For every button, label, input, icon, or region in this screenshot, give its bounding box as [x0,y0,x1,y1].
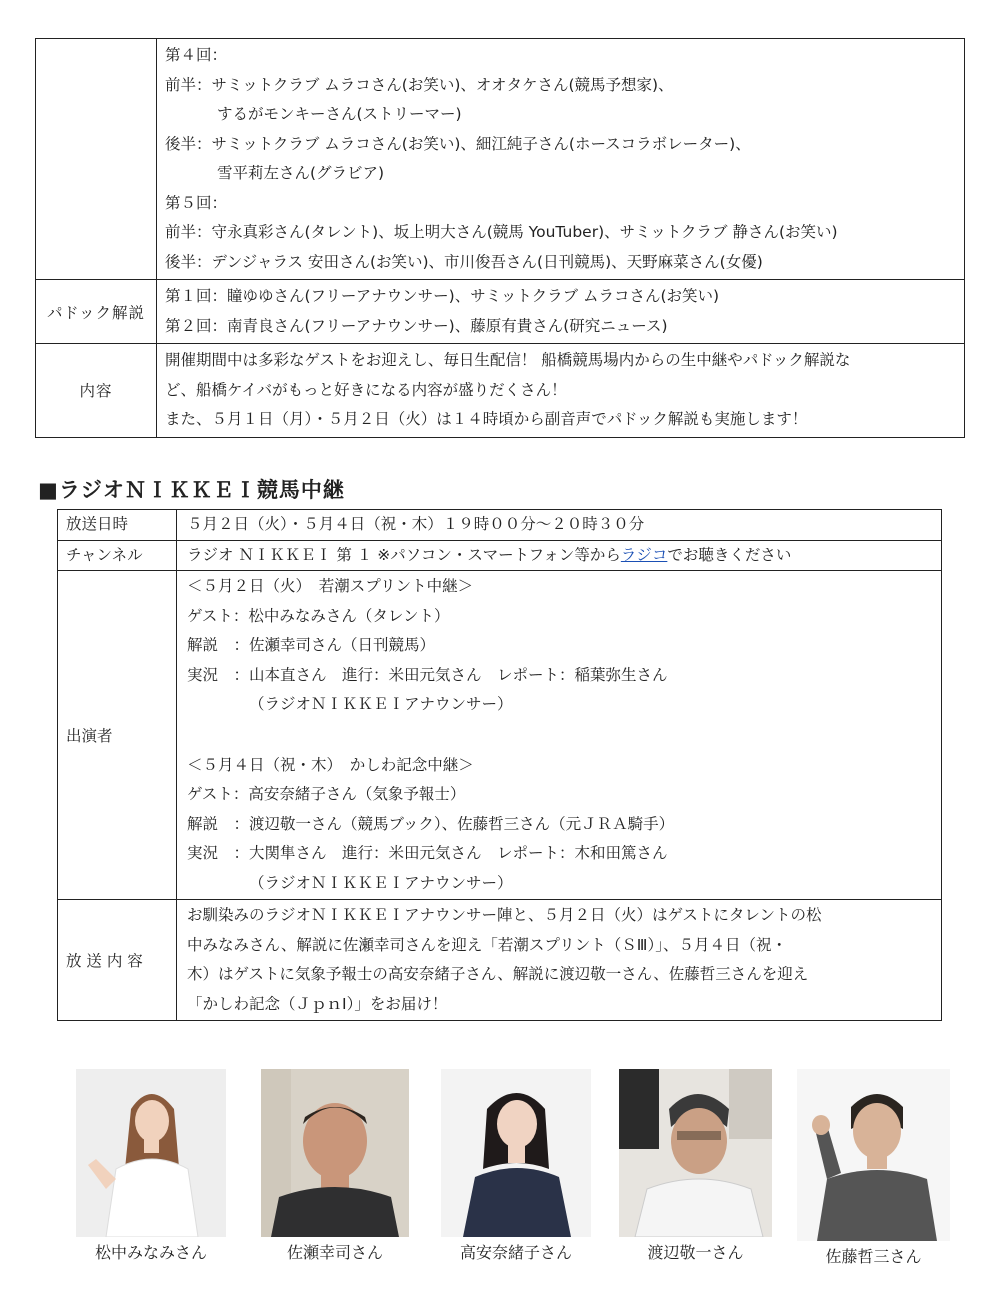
broadcast-line: 木）はゲストに気象予報士の高安奈緒子さん、解説に渡辺敬一さん、佐藤哲三さんを迎え [187,965,809,983]
portrait-image [441,1069,591,1237]
content-cell [157,344,965,438]
caption-takayasu: 高安奈緒子さん [459,1243,572,1262]
cast-block2-note: （ラジオＮＩＫＫＥＩアナウンサー） [249,873,513,892]
guest-line: 第４回： [165,46,228,64]
paddock-line: 第１回：瞳ゆゆさん(フリーアナウンサー)、サミットクラブ ムラコさん(お笑い) [165,287,720,305]
guest-cell [157,39,965,280]
broadcast-label: 放 送 内 容 [58,900,177,1021]
broadcast-cell [177,900,942,1021]
content-line: 開催期間中は多彩なゲストをお迎えし、毎日生配信！ 船橋競馬場内からの生中継やパドック解説な [165,351,851,369]
airdate-value: ５月２日（火）・５月４日（祝・木）１９時００分～２０時３０分 [187,515,645,533]
airdate-cell [177,510,942,541]
cast-block2-guest: ゲスト：高安奈緒子さん（気象予報士） [187,785,466,803]
caption-watanabe: 渡辺敬一さん [647,1243,744,1262]
photo-sato [797,1069,950,1241]
radio-broadcast-table [57,509,942,1021]
cast-block2-title: ＜５月４日（祝・木） かしわ記念中継＞ [187,755,474,774]
broadcast-line: 中みなみさん、解説に佐瀬幸司さんを迎え「若潮スプリント（ＳⅢ）」、５月４日（祝・ [187,935,787,954]
guest-line: するがモンキーさん(ストリーマー) [217,105,462,123]
cast-spacer [187,720,941,751]
cast-row [58,571,942,900]
airdate-row [58,510,942,541]
paddock-row [36,280,965,344]
content-line: また、５月１日（月）・５月２日（火）は１４時頃から副音声でパドック解説も実施します！ [165,410,808,428]
guest-line: 雪平莉左さん(グラビア) [217,164,385,182]
portrait-image [619,1069,772,1237]
cast-cell [177,571,942,900]
channel-row [58,540,942,571]
guest-label-cell [36,39,157,280]
guest-line: 後半：サミットクラブ ムラコさん(お笑い)、細江純子さん(ホースコラボレーター)、 [165,134,751,153]
cast-block2-commentary: 解説 ：渡辺敬一さん（競馬ブック）、佐藤哲三さん（元ＪＲＡ騎手） [187,814,675,833]
cast-block1-note: （ラジオＮＩＫＫＥＩアナウンサー） [249,695,513,713]
channel-label: チャンネル [58,540,177,571]
portrait-image [76,1069,226,1237]
broadcast-row [58,900,942,1021]
cast-block1-commentary: 解説 ：佐瀬幸司さん（日刊競馬） [187,636,436,654]
broadcast-line: お馴染みのラジオＮＩＫＫＥＩアナウンサー陣と、５月２日（火）はゲストにタレントの松 [187,906,822,924]
paddock-line: 第２回：南青良さん(フリーアナウンサー)、藤原有貴さん(研究ニュース) [165,316,668,335]
event-schedule-table [35,38,965,438]
channel-text-before: ラジオ ＮＩＫＫＥＩ 第 １ ※パソコン・スマートフォン等から [187,545,621,564]
cast-label: 出演者 [58,571,177,900]
broadcast-line: 「かしわ記念（ＪｐｎⅠ）」をお届け！ [187,994,448,1013]
photo-takayasu [441,1069,591,1237]
photo-sase [261,1069,409,1237]
radio-section-heading: ■ラジオＮＩＫＫＥＩ競馬中継 [38,478,345,502]
cast-block1-announcers: 実況 ：山本直さん 進行：米田元気さん レポート：稲葉弥生さん [187,665,668,684]
guest-line: 第５回： [165,193,228,212]
photo-matsunaka [76,1069,226,1237]
cast-block2-announcers: 実況 ：大関隼さん 進行：米田元気さん レポート：木和田篤さん [187,844,668,862]
cast-block1-title: ＜５月２日（火） 若潮スプリント中継＞ [187,577,474,595]
guest-row [36,39,965,280]
caption-matsunaka: 松中みなみさん [94,1243,207,1262]
channel-cell [177,540,942,571]
photo-watanabe [619,1069,772,1237]
guest-line: 前半：サミットクラブ ムラコさん(お笑い)、オオタケさん(競馬予想家)、 [165,75,674,94]
portrait-image [797,1069,950,1241]
airdate-label: 放送日時 [58,510,177,541]
guest-line: 後半：デンジャラス 安田さん(お笑い)、市川俊吾さん(日刊競馬)、天野麻菜さん(女優) [165,252,763,271]
paddock-label: パドック解説 [36,280,157,344]
content-line: ど、船橋ケイバがもっと好きになる内容が盛りだくさん！ [165,380,567,399]
channel-value [187,541,941,571]
radiko-link[interactable]: ラジコ [620,545,668,564]
guest-line: 前半：守永真彩さん(タレント)、坂上明大さん(競馬 YouTuber)、サミットクラブ 静さん(お笑い) [165,223,838,241]
content-row [36,344,965,438]
channel-text-after: でお聴きください [667,545,792,564]
caption-sato: 佐藤哲三さん [825,1247,922,1266]
paddock-cell [157,280,965,344]
content-label: 内容 [36,344,157,438]
portrait-image [261,1069,409,1237]
cast-block1-guest: ゲスト：松中みなみさん（タレント） [187,606,450,625]
caption-sase: 佐瀬幸司さん [286,1243,383,1262]
